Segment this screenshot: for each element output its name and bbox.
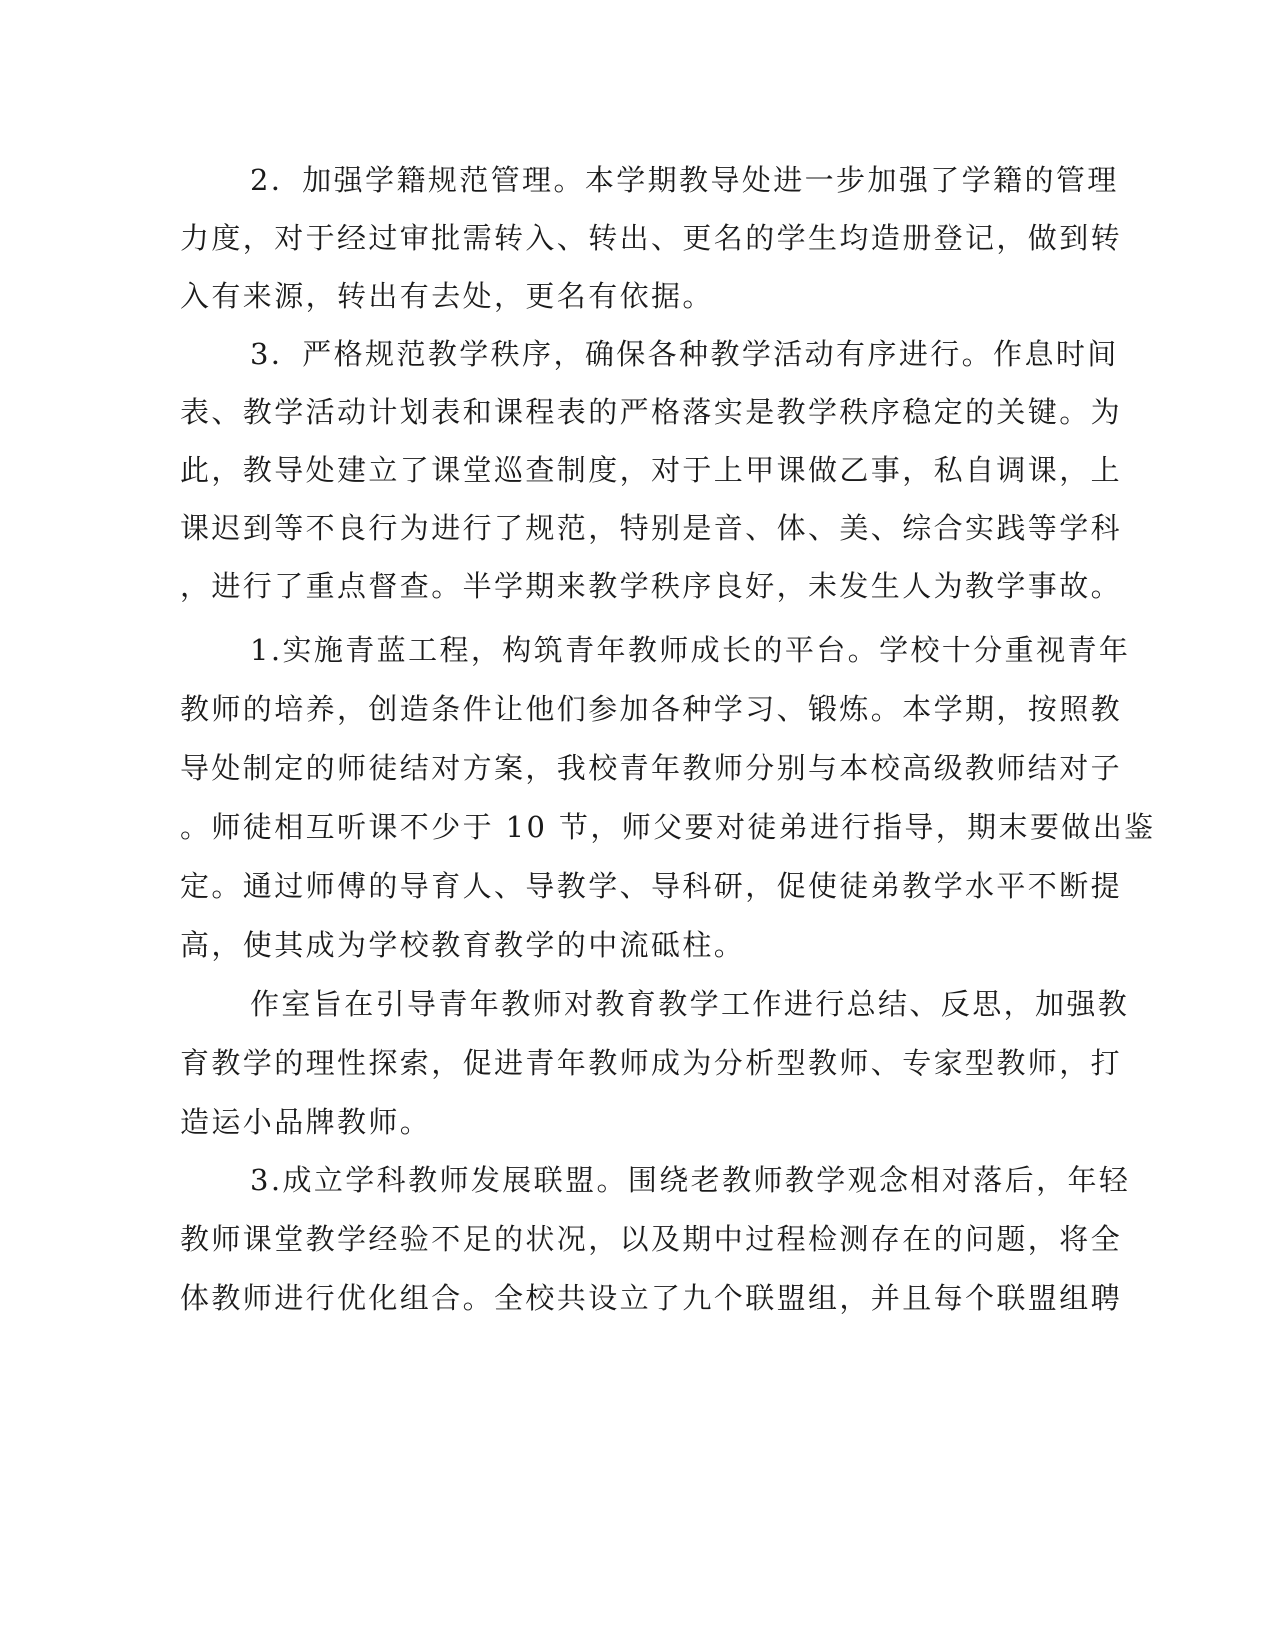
paragraph-2-line-1: 3．严格规范教学秩序，确保各种教学活动有序进行。作息时间 xyxy=(250,337,1119,371)
paragraph-2-line-3: 此，教导处建立了课堂巡查制度，对于上甲课做乙事，私自调课，上 xyxy=(180,453,1123,487)
paragraph-4-line-1: 作室旨在引导青年教师对教育教学工作进行总结、反思，加强教 xyxy=(250,987,1130,1021)
paragraph-4-line-2: 育教学的理性探索，促进青年教师成为分析型教师、专家型教师，打 xyxy=(180,1046,1123,1080)
paragraph-3-line-6: 高，使其成为学校教育教学的中流砥柱。 xyxy=(180,928,746,962)
paragraph-5-line-1: 3.成立学科教师发展联盟。围绕老教师教学观念相对落后，年轻 xyxy=(250,1163,1131,1197)
paragraph-3-line-1: 1.实施青蓝工程，构筑青年教师成长的平台。学校十分重视青年 xyxy=(250,633,1131,667)
paragraph-2-line-2: 表、教学活动计划表和课程表的严格落实是教学秩序稳定的关键。为 xyxy=(180,395,1123,429)
paragraph-5-line-3: 体教师进行优化组合。全校共设立了九个联盟组，并且每个联盟组聘 xyxy=(180,1281,1123,1315)
paragraph-5-line-2: 教师课堂教学经验不足的状况，以及期中过程检测存在的问题，将全 xyxy=(180,1222,1123,1256)
paragraph-1-line-2: 力度，对于经过审批需转入、转出、更名的学生均造册登记，做到转 xyxy=(180,221,1123,255)
paragraph-2-line-4: 课迟到等不良行为进行了规范，特别是音、体、美、综合实践等学科 xyxy=(180,511,1123,545)
paragraph-3-line-3: 导处制定的师徒结对方案，我校青年教师分别与本校高级教师结对子 xyxy=(180,751,1123,785)
paragraph-1-line-3: 入有来源，转出有去处，更名有依据。 xyxy=(180,279,714,313)
paragraph-4-line-3: 造运小品牌教师。 xyxy=(180,1105,432,1139)
paragraph-3-line-4: 。师徒相互听课不少于 10 节，师父要对徒弟进行指导，期末要做出鉴 xyxy=(180,810,1156,844)
paragraph-3-line-5: 定。通过师傅的导育人、导教学、导科研，促使徒弟教学水平不断提 xyxy=(180,869,1123,903)
paragraph-1-line-1: 2．加强学籍规范管理。本学期教导处进一步加强了学籍的管理 xyxy=(250,163,1119,197)
paragraph-2-line-5: ，进行了重点督查。半学期来教学秩序良好，未发生人为教学事故。 xyxy=(180,569,1123,603)
paragraph-3-line-2: 教师的培养，创造条件让他们参加各种学习、锻炼。本学期，按照教 xyxy=(180,692,1123,726)
